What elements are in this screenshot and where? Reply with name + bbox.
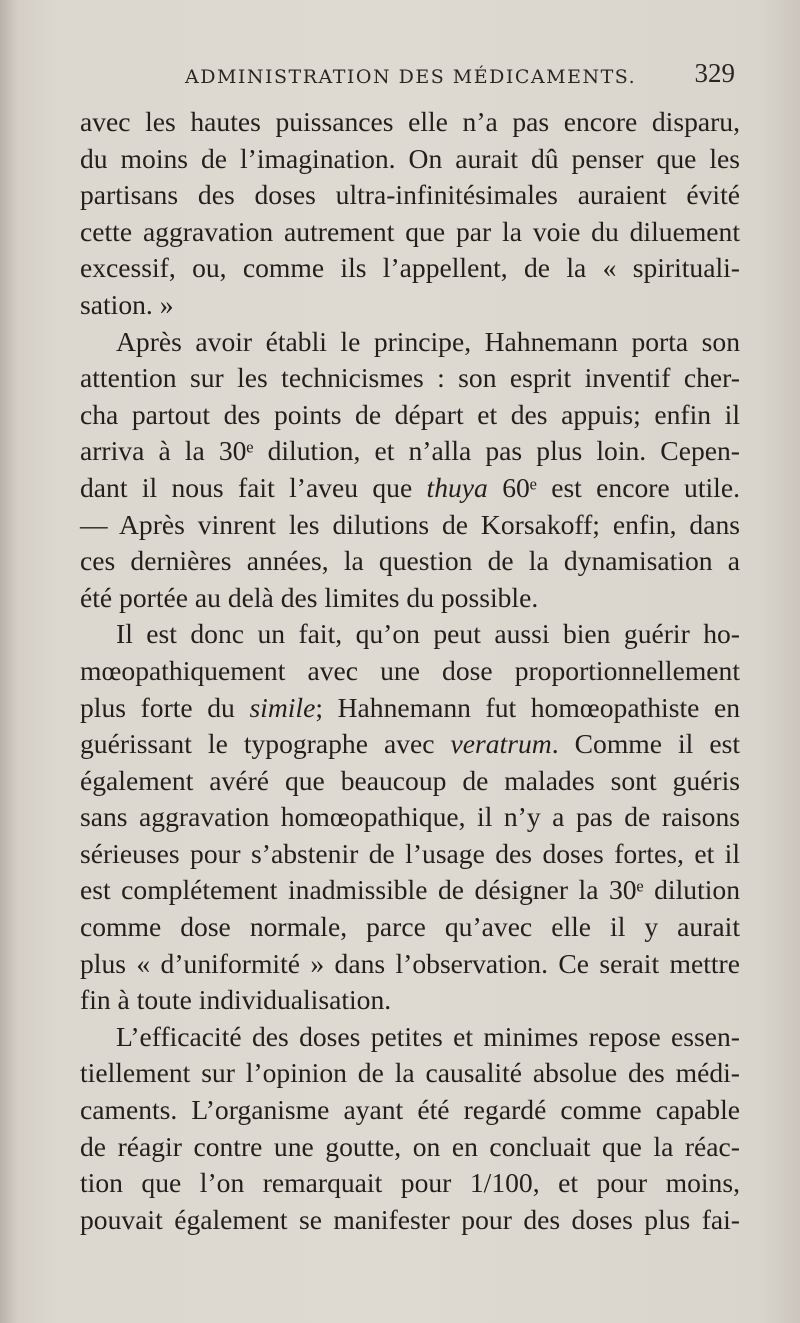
text-line: partisans des doses ultra-infinitésimales auraient évité: [80, 179, 740, 211]
text-line: cette aggravation autrement que par la voie du diluement: [80, 215, 740, 247]
text-line: ces dernières années, la question de la dynamisation a: [80, 545, 740, 577]
text-line: attention sur les technicismes : son esprit inventif cher-: [80, 362, 740, 394]
text-line: caments. L’organisme ayant été regardé comme capable: [80, 1094, 740, 1126]
text-line: fin à toute individualisation.: [80, 984, 392, 1016]
text-line: excessif, ou, comme ils l’appellent, de la « spirituali-: [80, 252, 740, 284]
running-head-title: ADMINISTRATION DES MÉDICAMENTS.: [185, 66, 637, 88]
text-line: du moins de l’imagination. On aurait dû penser que les: [80, 142, 740, 174]
text-line: Il est donc un fait, qu’on peut aussi bien guérir ho-: [116, 618, 740, 650]
paragraph-4: [80, 1019, 740, 1239]
text-line: sation. »: [80, 288, 174, 320]
text-line: tiellement sur l’opinion de la causalité absolue des médi-: [80, 1057, 740, 1089]
body-text: [80, 104, 740, 1238]
page-number: 329: [694, 58, 735, 88]
paragraph-2: [80, 324, 740, 617]
text-line: également avéré que beaucoup de malades sont guéris: [80, 764, 740, 796]
text-line: arriva à la 30ᵉ dilution, et n’alla pas plus loin. Cepen-: [80, 435, 740, 467]
text-line: de réagir contre une goutte, on en concluait que la réac-: [80, 1130, 740, 1162]
text-line: comme dose normale, parce qu’avec elle il y aurait: [80, 911, 740, 943]
text-line: sans aggravation homœopathique, il n’y a pas de raisons: [80, 801, 740, 833]
text-line: guérissant le typographe avec veratrum. Comme il est: [80, 728, 740, 760]
text-line: — Après vinrent les dilutions de Korsakoff; enfin, dans: [80, 508, 740, 540]
text-line: sérieuses pour s’abstenir de l’usage des doses fortes, et il: [80, 837, 740, 869]
text-line: cha partout des points de départ et des appuis; enfin il: [80, 398, 740, 430]
text-line: avec les hautes puissances elle n’a pas encore disparu,: [80, 106, 740, 137]
text-line: plus « d’uniformité » dans l’observation. Ce serait mettre: [80, 947, 740, 979]
text-line: dant il nous fait l’aveu que thuya 60ᵉ est encore utile.: [80, 471, 740, 503]
text-line: pouvait également se manifester pour des doses plus fai-: [80, 1203, 740, 1235]
text-line: L’efficacité des doses petites et minimes repose essen-: [116, 1020, 740, 1052]
text-line: est complétement inadmissible de désigner la 30ᵉ dilution: [80, 874, 740, 906]
paragraph-1: [80, 104, 740, 324]
text-line: Après avoir établi le principe, Hahnemann porta son: [116, 325, 740, 357]
text-line: mœopathiquement avec une dose proportionnellement: [80, 654, 740, 686]
text-line: plus forte du simile; Hahnemann fut homœopathiste en: [80, 691, 740, 723]
running-head: [185, 58, 735, 98]
text-line: tion que l’on remarquait pour 1/100, et pour moins,: [80, 1167, 740, 1199]
text-line: été portée au delà des limites du possible.: [80, 581, 539, 613]
paragraph-3: [80, 616, 740, 1019]
